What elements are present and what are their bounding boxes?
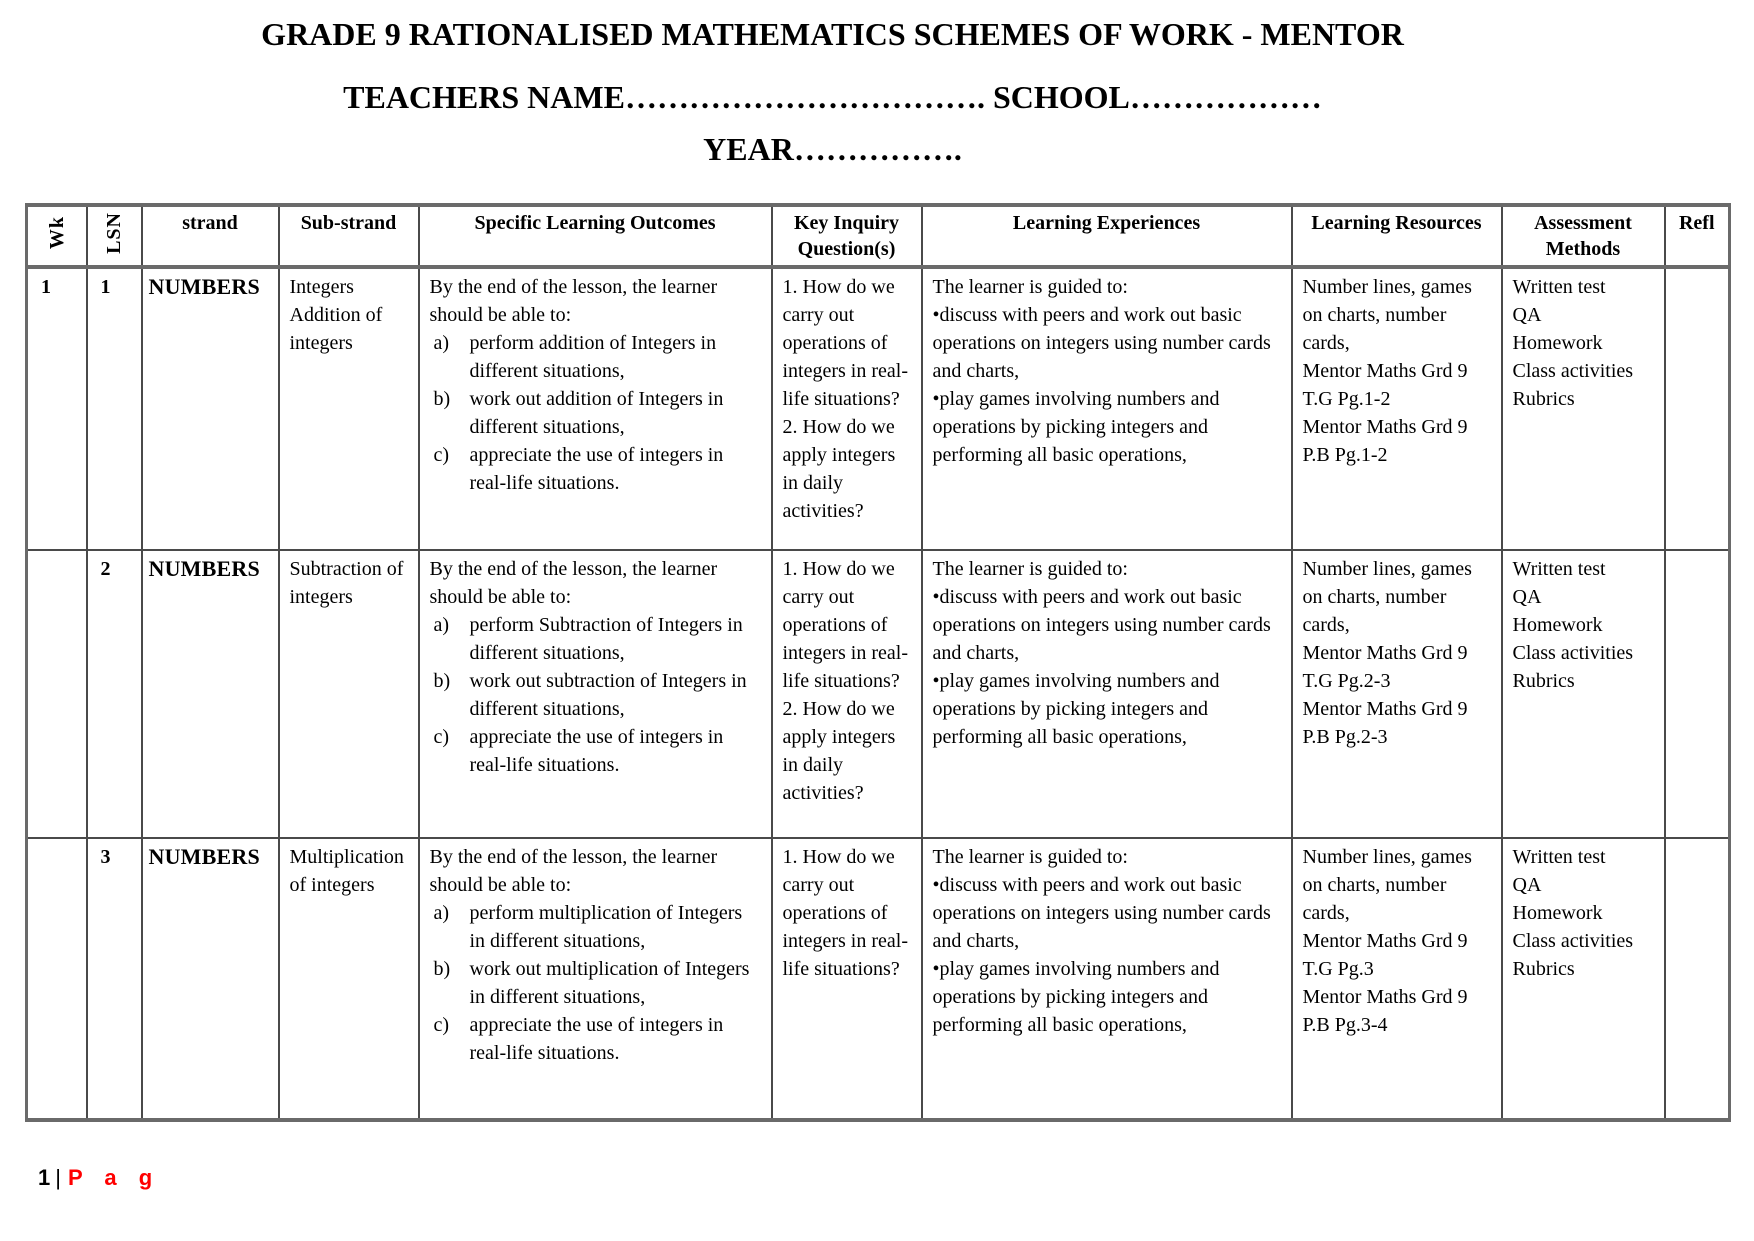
resource-item: Mentor Maths Grd 9 P.B Pg.3-4 — [1302, 986, 1468, 1036]
resource-item: Number lines, games on charts, number cards, — [1302, 276, 1472, 354]
cell-key-inquiry-questions — [772, 838, 922, 1120]
header-learning-experiences: Learning Experiences — [922, 205, 1292, 267]
header-wk — [27, 205, 87, 267]
header-wk-label: Wk — [45, 215, 68, 250]
header-key-inquiry-questions: Key Inquiry Question(s) — [772, 205, 922, 267]
cell-refl — [1665, 550, 1730, 838]
resource-item: Mentor Maths Grd 9 T.G Pg.3 — [1302, 930, 1468, 980]
slo-text: perform multiplication of Integers in different situations, — [469, 902, 743, 952]
cell-lsn: 2 — [87, 550, 142, 838]
slo-intro: By the end of the lesson, the learner should be able to: — [429, 276, 718, 326]
header-assessment-methods: Assessment Methods — [1502, 205, 1665, 267]
slo-item — [430, 611, 763, 667]
cell-assessment-methods — [1502, 267, 1665, 550]
table-header-row — [27, 205, 1730, 267]
sub-strand-line: Addition of integers — [289, 304, 383, 354]
assessment-item: Homework — [1512, 902, 1603, 924]
table-row — [27, 267, 1730, 550]
kiq-question: 1. How do we carry out operations of integers in real-life situations? — [782, 846, 908, 980]
slo-marker: a) — [433, 332, 450, 354]
page-title: GRADE 9 RATIONALISED MATHEMATICS SCHEMES OF WORK - MENTOR — [261, 16, 1404, 52]
cell-key-inquiry-questions — [772, 267, 922, 550]
experience-item: • discuss with peers and work out basic operations on integers using number cards and charts, — [933, 301, 1283, 385]
header-lsn — [87, 205, 142, 267]
slo-item — [430, 899, 763, 955]
experience-item: • play games involving numbers and operations by picking integers and performing all basic operations, — [933, 385, 1283, 469]
kiq-question: 2. How do we apply integers in daily activities? — [782, 698, 896, 804]
slo-text: work out multiplication of Integers in different situations, — [469, 958, 750, 1008]
cell-learning-resources — [1292, 838, 1502, 1120]
experience-item: • discuss with peers and work out basic operations on integers using number cards and charts, — [933, 583, 1283, 667]
slo-item — [430, 385, 763, 441]
cell-specific-learning-outcomes — [419, 838, 772, 1120]
cell-strand: NUMBERS — [142, 838, 279, 1120]
slo-item — [430, 955, 763, 1011]
sub-strand-line: Multiplication of integers — [289, 846, 404, 896]
slo-text: appreciate the use of integers in real-life situations. — [469, 1014, 724, 1064]
cell-wk — [27, 838, 87, 1120]
slo-intro: By the end of the lesson, the learner should be able to: — [429, 558, 718, 608]
resource-item: Number lines, games on charts, number cards, — [1302, 558, 1472, 636]
slo-text: appreciate the use of integers in real-life situations. — [469, 444, 724, 494]
assessment-item: Homework — [1512, 614, 1603, 636]
slo-marker: c) — [433, 726, 450, 748]
cell-specific-learning-outcomes — [419, 550, 772, 838]
slo-item — [430, 329, 763, 385]
experience-intro: The learner is guided to: — [932, 846, 1128, 868]
slo-text: work out subtraction of Integers in different situations, — [469, 670, 747, 720]
cell-learning-resources — [1292, 267, 1502, 550]
assessment-item: Written test — [1512, 846, 1606, 868]
slo-marker: c) — [433, 444, 450, 466]
teachers-school-line: TEACHERS NAME……………………………. SCHOOL……………… — [343, 79, 1322, 115]
sub-strand-line: Subtraction of integers — [289, 558, 404, 608]
cell-wk: 1 — [27, 267, 87, 550]
cell-refl — [1665, 267, 1730, 550]
cell-sub-strand — [279, 267, 419, 550]
slo-marker: b) — [433, 670, 451, 692]
experience-item: • play games involving numbers and operations by picking integers and performing all basic operations, — [933, 667, 1283, 751]
footer-page-label: P a g — [67, 1165, 161, 1190]
cell-refl — [1665, 838, 1730, 1120]
assessment-item: Homework — [1512, 332, 1603, 354]
table-row — [27, 838, 1730, 1120]
resource-item: Mentor Maths Grd 9 P.B Pg.2-3 — [1302, 698, 1468, 748]
scheme-of-work-table — [25, 203, 1731, 1122]
kiq-question: 1. How do we carry out operations of integers in real-life situations? — [782, 558, 908, 692]
resource-item: Mentor Maths Grd 9 T.G Pg.2-3 — [1302, 642, 1468, 692]
assessment-item: QA — [1512, 586, 1542, 608]
cell-learning-experiences — [922, 838, 1292, 1120]
cell-lsn: 1 — [87, 267, 142, 550]
header-learning-resources: Learning Resources — [1292, 205, 1502, 267]
cell-learning-resources — [1292, 550, 1502, 838]
assessment-item: Rubrics — [1512, 958, 1575, 980]
cell-learning-experiences — [922, 267, 1292, 550]
kiq-question: 1. How do we carry out operations of integers in real-life situations? — [782, 276, 908, 410]
slo-item — [430, 1011, 763, 1067]
assessment-item: Rubrics — [1512, 670, 1575, 692]
experience-intro: The learner is guided to: — [932, 558, 1128, 580]
footer-separator: | — [55, 1165, 61, 1190]
experience-item: • play games involving numbers and operations by picking integers and performing all basic operations, — [933, 955, 1283, 1039]
slo-intro: By the end of the lesson, the learner should be able to: — [429, 846, 718, 896]
slo-marker: b) — [433, 388, 451, 410]
assessment-item: QA — [1512, 304, 1542, 326]
resource-item: Mentor Maths Grd 9 P.B Pg.1-2 — [1302, 416, 1468, 466]
slo-text: perform addition of Integers in different situations, — [469, 332, 717, 382]
slo-marker: b) — [433, 958, 451, 980]
slo-text: work out addition of Integers in different situations, — [469, 388, 724, 438]
cell-assessment-methods — [1502, 838, 1665, 1120]
slo-item — [430, 723, 763, 779]
assessment-item: QA — [1512, 874, 1542, 896]
slo-marker: a) — [433, 902, 450, 924]
cell-assessment-methods — [1502, 550, 1665, 838]
cell-strand: NUMBERS — [142, 550, 279, 838]
resource-item: Mentor Maths Grd 9 T.G Pg.1-2 — [1302, 360, 1468, 410]
header-refl: Refl — [1665, 205, 1730, 267]
page-footer — [38, 1165, 160, 1191]
assessment-item: Class activities — [1512, 930, 1634, 952]
header-specific-learning-outcomes: Specific Learning Outcomes — [419, 205, 772, 267]
slo-marker: c) — [433, 1014, 450, 1036]
slo-marker: a) — [433, 614, 450, 636]
year-line: YEAR……………. — [703, 131, 962, 167]
slo-text: appreciate the use of integers in real-life situations. — [469, 726, 724, 776]
page-number: 1 — [38, 1165, 51, 1190]
header-sub-strand: Sub-strand — [279, 205, 419, 267]
cell-wk — [27, 550, 87, 838]
cell-sub-strand — [279, 550, 419, 838]
experience-intro: The learner is guided to: — [932, 276, 1128, 298]
experience-item: • discuss with peers and work out basic operations on integers using number cards and charts, — [933, 871, 1283, 955]
cell-lsn: 3 — [87, 838, 142, 1120]
resource-item: Number lines, games on charts, number cards, — [1302, 846, 1472, 924]
slo-item — [430, 667, 763, 723]
cell-sub-strand — [279, 838, 419, 1120]
cell-specific-learning-outcomes — [419, 267, 772, 550]
assessment-item: Class activities — [1512, 360, 1634, 382]
slo-text: perform Subtraction of Integers in different situations, — [469, 614, 743, 664]
assessment-item: Rubrics — [1512, 388, 1575, 410]
assessment-item: Class activities — [1512, 642, 1634, 664]
cell-key-inquiry-questions — [772, 550, 922, 838]
header-strand: strand — [142, 205, 279, 267]
slo-item — [430, 441, 763, 497]
assessment-item: Written test — [1512, 276, 1606, 298]
sub-strand-line: Integers — [289, 276, 354, 298]
table-row — [27, 550, 1730, 838]
cell-learning-experiences — [922, 550, 1292, 838]
cell-strand: NUMBERS — [142, 267, 279, 550]
header-lsn-label: LSN — [103, 211, 125, 254]
assessment-item: Written test — [1512, 558, 1606, 580]
kiq-question: 2. How do we apply integers in daily activities? — [782, 416, 896, 522]
